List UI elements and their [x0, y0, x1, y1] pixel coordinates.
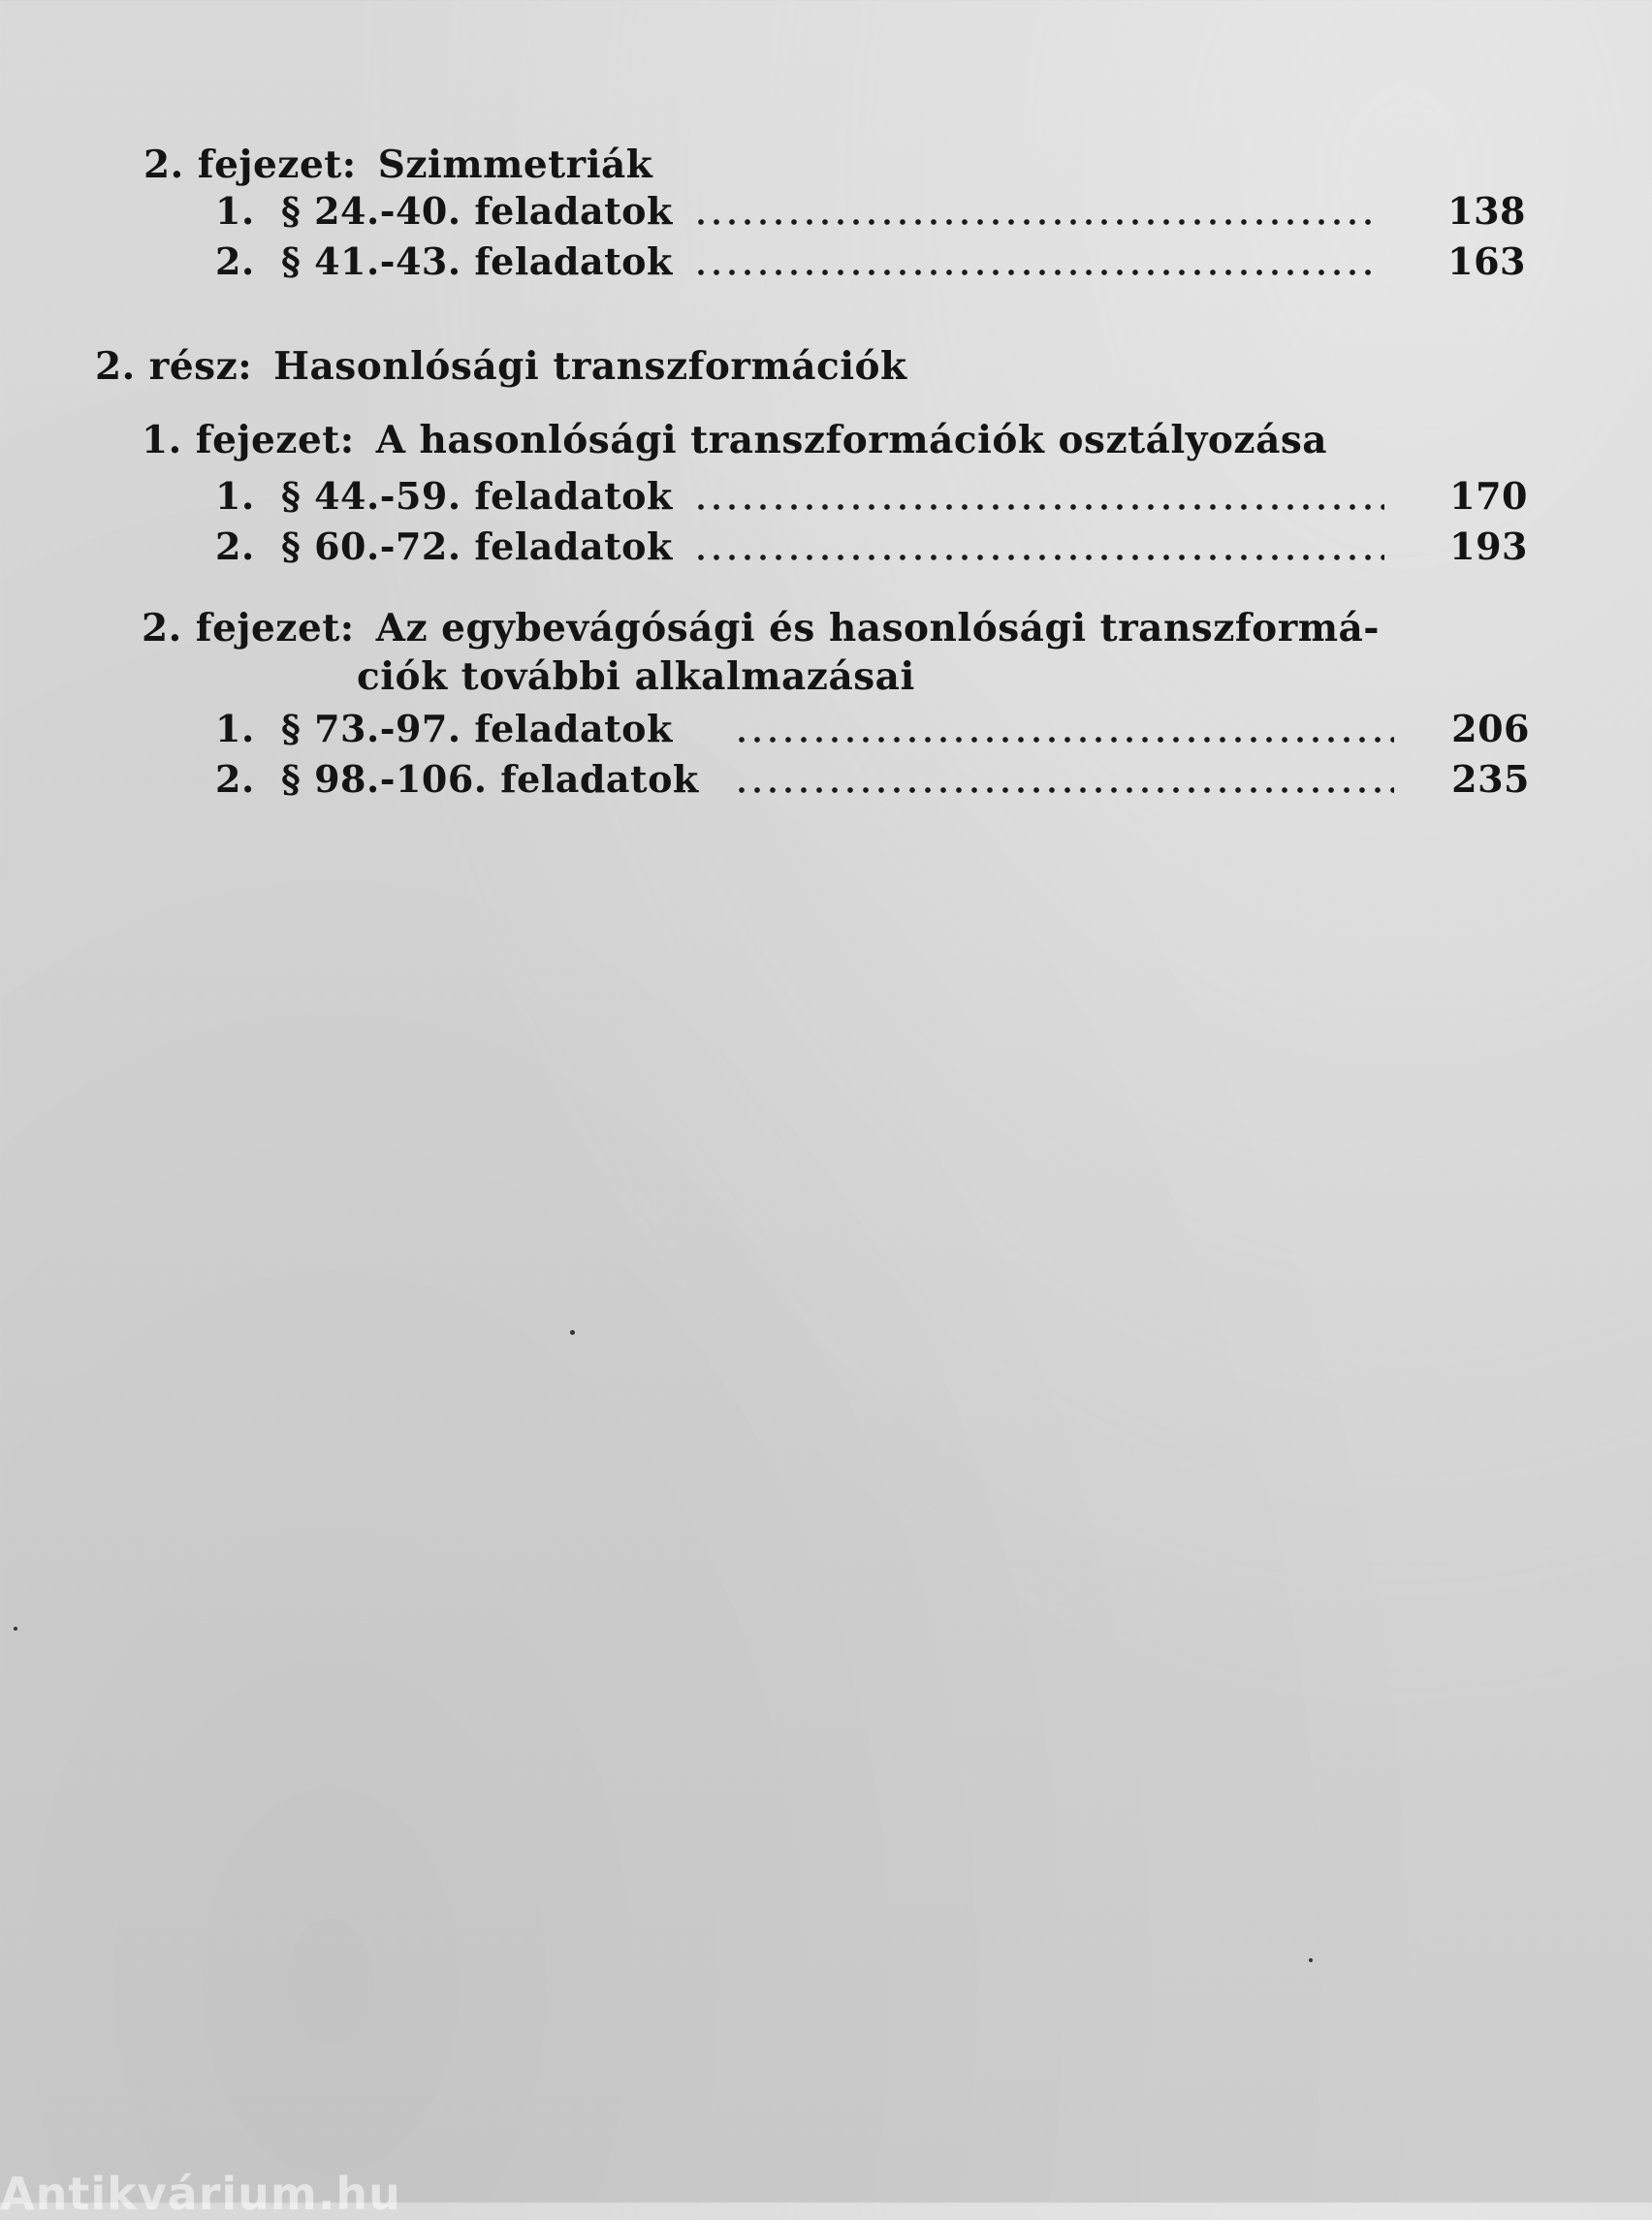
entry-page-number: 170 — [1449, 474, 1528, 518]
chapter-heading — [142, 419, 1327, 461]
entry-section: § 24.-40. feladatok — [281, 189, 673, 233]
part-label: 2. rész: — [95, 344, 253, 389]
paper-speck — [14, 1627, 17, 1631]
entry-page-number: 163 — [1447, 239, 1526, 283]
entry-section: § 60.-72. feladatok — [281, 524, 673, 568]
toc-entry[interactable] — [215, 525, 1528, 568]
leader-dots — [698, 219, 1377, 225]
entry-number: 1. — [215, 707, 255, 750]
chapter-label: 2. fejezet: — [142, 606, 355, 650]
chapter-title-continuation: ciók további alkalmazásai — [357, 654, 915, 699]
chapter-heading — [142, 607, 1380, 650]
entry-section: § 41.-43. feladatok — [281, 239, 673, 283]
entry-section: § 73.-97. feladatok — [281, 707, 673, 750]
paper-speck — [1309, 1958, 1313, 1962]
chapter-title: Szimmetriák — [377, 143, 653, 187]
toc-entry[interactable] — [215, 240, 1526, 283]
chapter-label: 1. fejezet: — [142, 418, 355, 462]
chapter-label: 2. fejezet: — [143, 143, 357, 187]
chapter-title: Az egybevágósági és hasonlósági transzformá- — [375, 606, 1380, 650]
paper-speck — [570, 1330, 575, 1335]
entry-number: 2. — [215, 524, 255, 568]
part-title: Hasonlósági transzformációk — [273, 344, 907, 389]
entry-section: § 44.-59. feladatok — [281, 474, 673, 518]
watermark: Antikvárium.hu — [0, 2168, 401, 2220]
entry-page-number: 235 — [1451, 757, 1530, 801]
leader-dots — [739, 737, 1394, 743]
leader-dots — [698, 504, 1384, 510]
toc-entry[interactable] — [215, 190, 1526, 233]
entry-page-number: 206 — [1451, 707, 1530, 750]
entry-page-number: 193 — [1449, 524, 1528, 568]
entry-page-number: 138 — [1447, 189, 1526, 233]
leader-dots — [698, 555, 1384, 560]
entry-number: 2. — [215, 239, 255, 283]
entry-number: 1. — [215, 189, 255, 233]
chapter-title: A hasonlósági transzformációk osztályozása — [375, 418, 1328, 462]
toc-entry[interactable] — [215, 758, 1534, 801]
entry-number: 1. — [215, 474, 255, 518]
leader-dots — [739, 787, 1394, 793]
chapter-heading — [143, 143, 652, 186]
toc-entry[interactable] — [215, 475, 1528, 518]
part-heading — [95, 345, 907, 388]
entry-number: 2. — [215, 757, 255, 801]
leader-dots — [698, 270, 1377, 275]
entry-section: § 98.-106. feladatok — [281, 757, 699, 801]
toc-entry[interactable] — [215, 708, 1534, 750]
